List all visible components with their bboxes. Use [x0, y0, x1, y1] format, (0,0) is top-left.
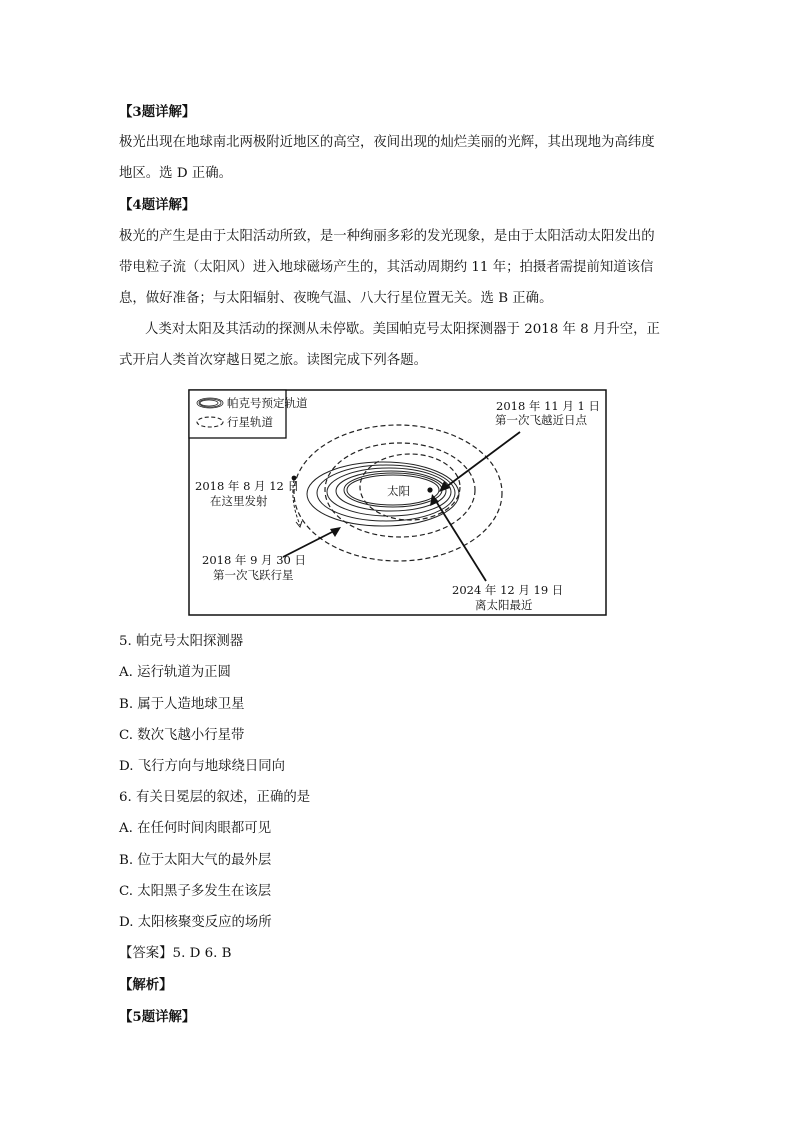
section-heading-4: 【4题详解】	[119, 197, 196, 213]
option-6c: C. 太阳黑子多发生在该层	[119, 884, 272, 899]
intro-paragraph-line: 式开启人类首次穿越日冕之旅。读图完成下列各题。	[119, 353, 427, 368]
launch-label-date: 2018 年 8 月 12 日	[195, 479, 299, 493]
option-5d: D. 飞行方向与地球绕日同向	[119, 759, 286, 774]
paragraph-line: 息，做好准备；与太阳辐射、夜晚气温、八大行星位置无关。选 B 正确。	[119, 291, 553, 306]
legend-parker-label: 帕克号预定轨道	[227, 396, 308, 410]
flyby-label-date: 2018 年 9 月 30 日	[202, 553, 306, 567]
closest-label-text: 离太阳最近	[475, 598, 533, 612]
intro-paragraph-line: 人类对太阳及其活动的探测从未停歇。美国帕克号太阳探测器于 2018 年 8 月升空，正	[145, 322, 660, 337]
launch-label-text: 在这里发射	[210, 494, 268, 508]
perihelion-label-text: 第一次飞越近日点	[495, 413, 587, 427]
paragraph-line: 地区。选 D 正确。	[119, 166, 232, 181]
option-6b: B. 位于太阳大气的最外层	[119, 853, 272, 868]
section-heading-3: 【3题详解】	[119, 104, 196, 120]
question-6: 6. 有关日冕层的叙述，正确的是	[119, 790, 311, 805]
legend-planet-label: 行星轨道	[227, 415, 273, 429]
option-5a: A. 运行轨道为正圆	[119, 665, 231, 680]
parker-orbit-diagram	[188, 389, 607, 616]
perihelion-label-date: 2018 年 11 月 1 日	[496, 399, 600, 413]
paragraph-line: 极光出现在地球南北两极附近地区的高空，夜间出现的灿烂美丽的光辉，其出现地为高纬度	[119, 135, 655, 150]
analysis-heading: 【解析】	[119, 977, 173, 993]
sun-marker	[427, 487, 432, 492]
paragraph-line: 带电粒子流（太阳风）进入地球磁场产生的，其活动周期约 11 年；拍摄者需提前知道该信	[119, 260, 654, 275]
option-5c: C. 数次飞越小行星带	[119, 728, 245, 743]
flyby-label-text: 第一次飞跃行星	[213, 568, 294, 582]
question-5: 5. 帕克号太阳探测器	[119, 634, 244, 649]
option-5b: B. 属于人造地球卫星	[119, 697, 245, 712]
answer-line: 【答案】5. D 6. B	[119, 946, 232, 961]
section-heading-5: 【5题详解】	[119, 1009, 196, 1025]
option-6a: A. 在任何时间肉眼都可见	[119, 821, 272, 836]
sun-label: 太阳	[387, 484, 410, 498]
option-6d: D. 太阳核聚变反应的场所	[119, 915, 272, 930]
closest-label-date: 2024 年 12 月 19 日	[452, 583, 564, 597]
paragraph-line: 极光的产生是由于太阳活动所致，是一种绚丽多彩的发光现象，是由于太阳活动太阳发出的	[119, 229, 655, 244]
